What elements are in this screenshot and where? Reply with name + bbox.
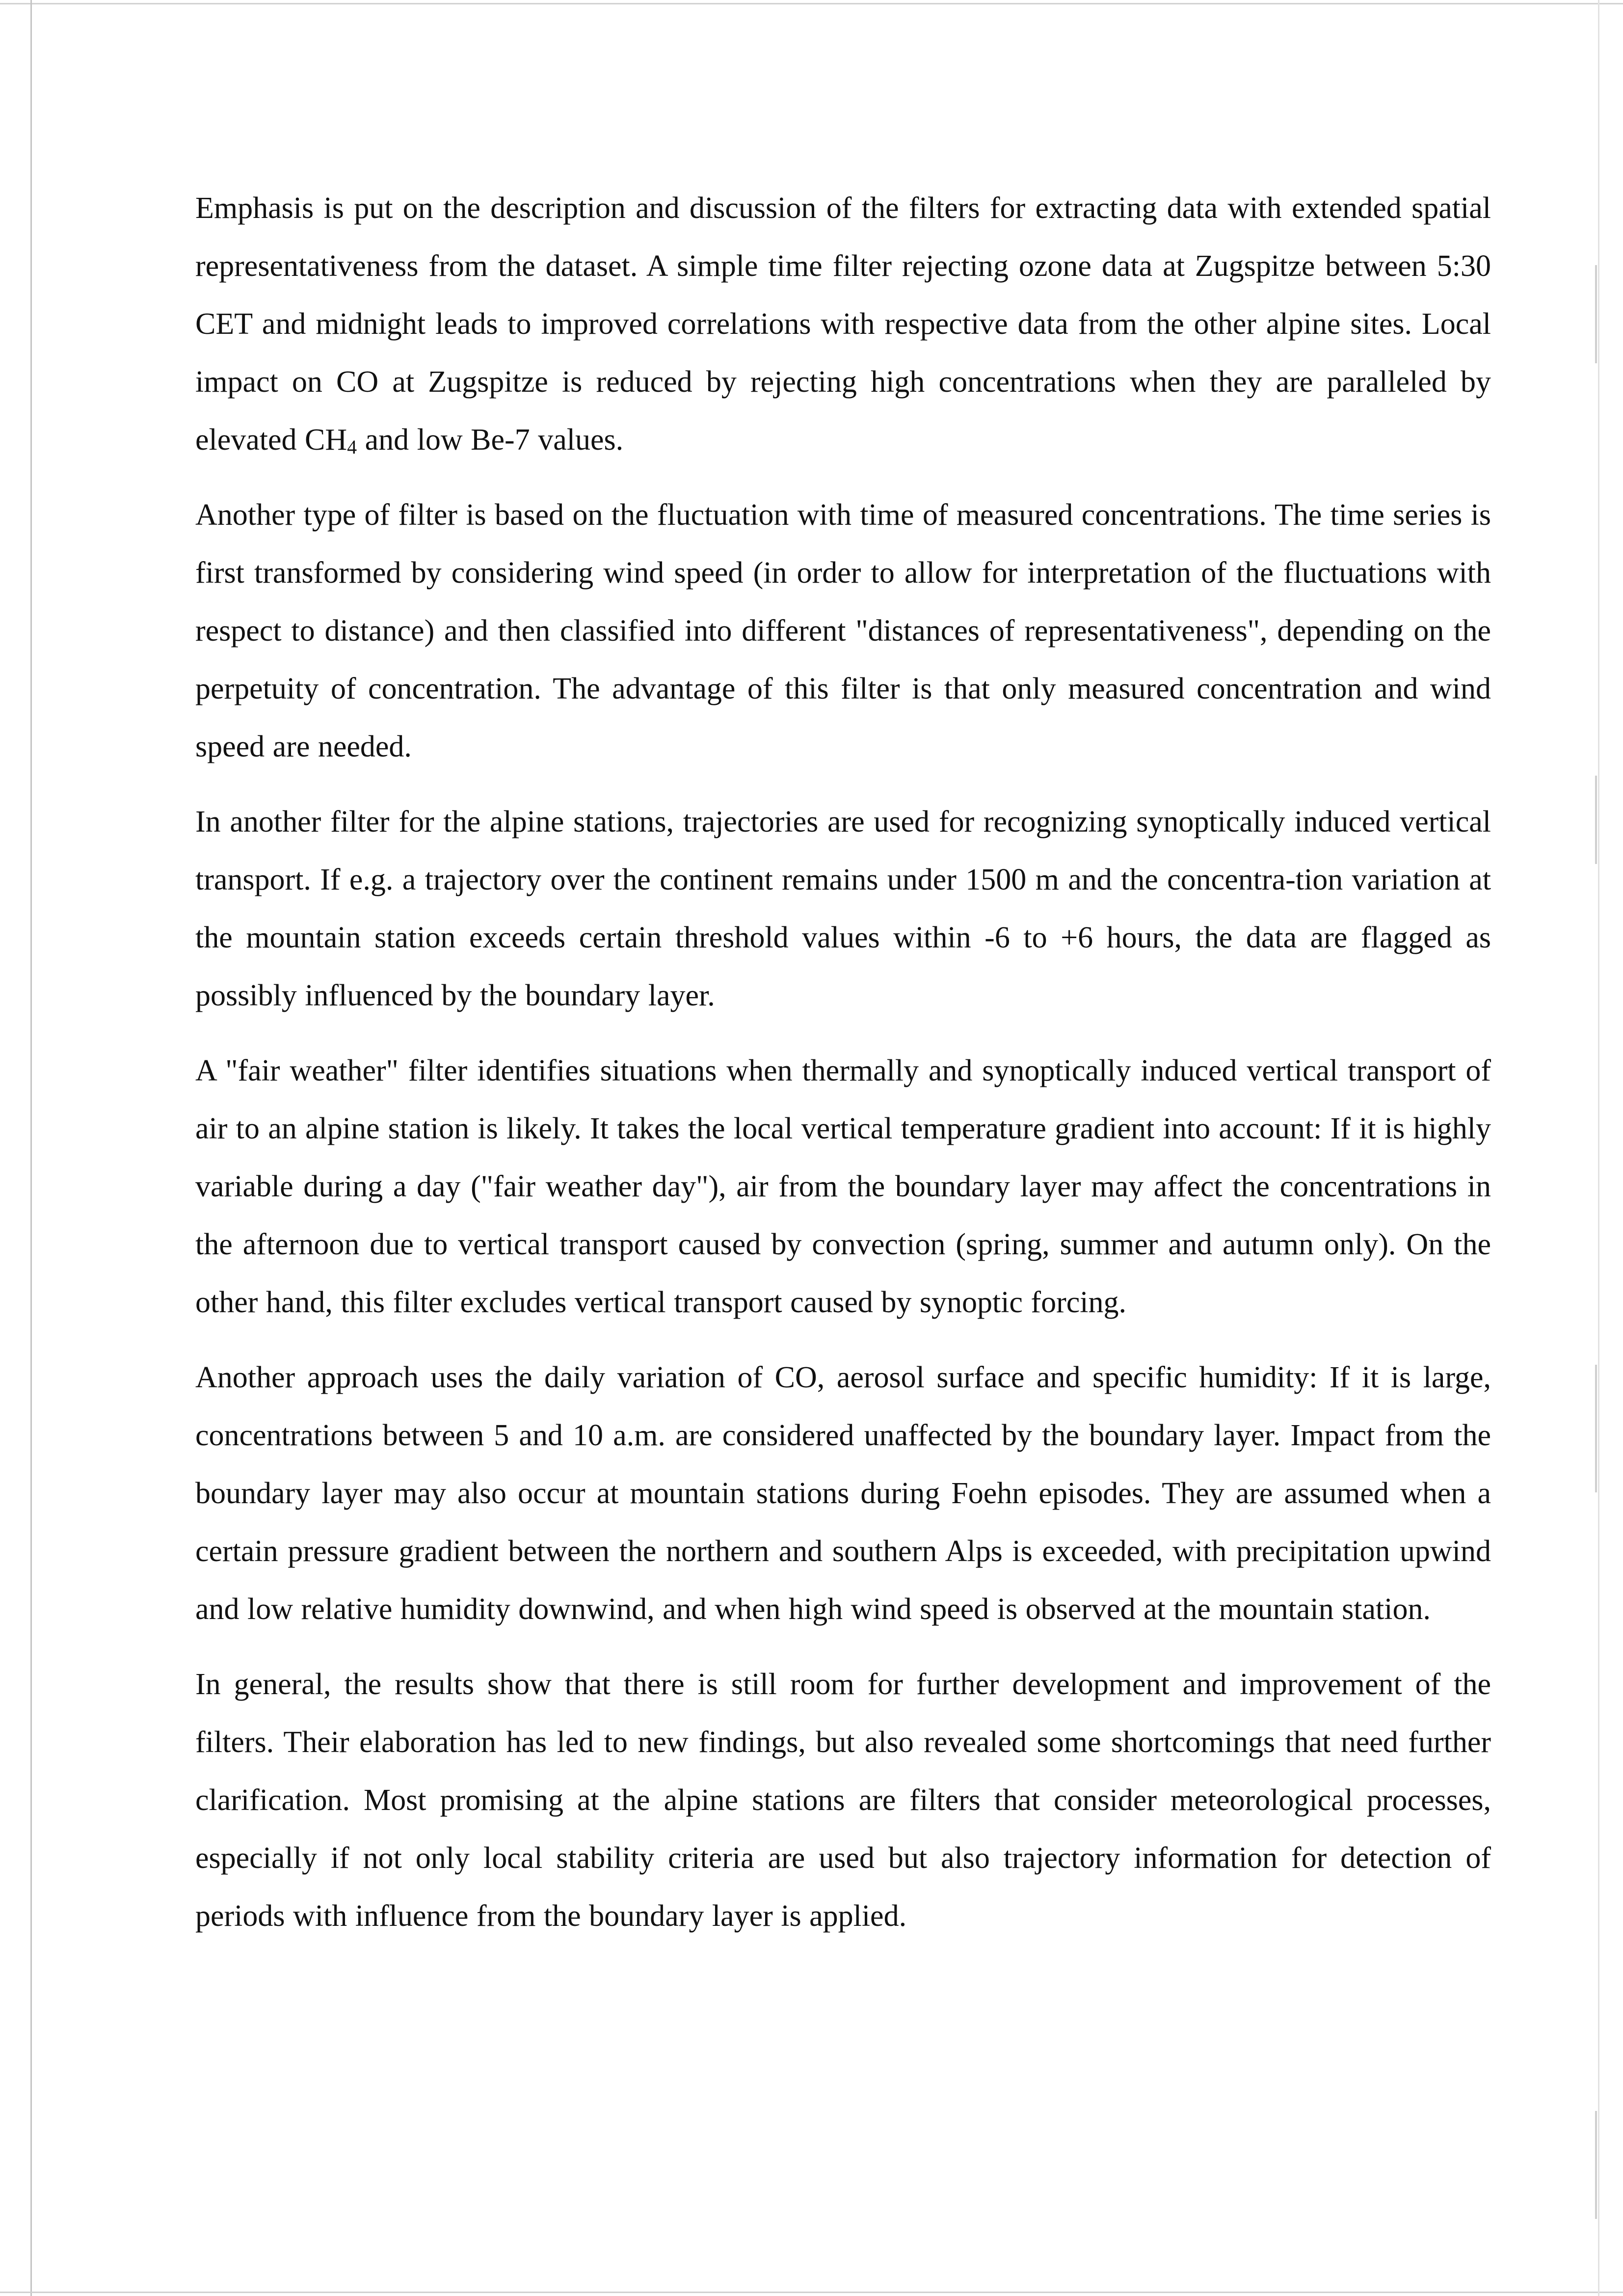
scan-edge-top	[0, 3, 1623, 4]
paragraph-daily-variation-approach: Another approach uses the daily variation of CO, aerosol surface and specific humidity: If it is large, concentrations between 5 and 10 a.m. are considered unaffected by the boundary layer. Impact from the boundary layer may also occur at mountain stations during Foehn episodes. They are assumed when a certain pressure gradient between the northern and southern Alps is exceeded, with precipitation upwind and low relative humidity downwind, and when high wind speed is observed at the mountain station.	[195, 1361, 1491, 1626]
paragraph-fluctuation-filter: Another type of filter is based on the fluctuation with time of measured concentrations. The time series is first transformed by considering wind speed (in order to allow for interpretation of the fluctuations with respect to distance) and then classified into different "distances of representativeness", depending on the perpetuity of concentration. The advantage of this filter is that only measured concentration and wind speed are needed.	[195, 498, 1491, 763]
scan-edge-right-mark	[1595, 1365, 1597, 1492]
scan-edge-bottom	[0, 2292, 1623, 2293]
paragraph-general-results: In general, the results show that there is still room for further development and improvement of the filters. Their elaboration has led to new findings, but also revealed some shortcomings that need further clarification. Most promising at the alpine stations are filters that consider meteorological processes, especially if not only local stability criteria are used but also trajectory information for detection of periods with influence from the boundary layer is applied.	[195, 1668, 1491, 1933]
paragraph-trajectory-filter: In another filter for the alpine stations, trajectories are used for recognizing synoptically induced vertical transport. If e.g. a trajectory over the continent remains under 1500 m and the concentra-tion variation at the mountain station exceeds certain threshold values within -6 to +6 hours, the data are flagged as possibly influenced by the boundary layer.	[195, 805, 1491, 1012]
scan-edge-right-mark	[1595, 2111, 1597, 2219]
paragraph-fair-weather-filter: A "fair weather" filter identifies situations when thermally and synoptically induced vertical transport of air to an alpine station is likely. It takes the local vertical temperature gradient into account: If it is highly variable during a day ("fair weather day"), air from the boundary layer may affect the concentrations in the afternoon due to vertical transport caused by convection (spring, summer and autumn only). On the other hand, this filter excludes vertical transport caused by synoptic forcing.	[195, 1054, 1491, 1319]
subscript-4: 4	[347, 436, 357, 458]
scan-edge-right	[1598, 0, 1599, 2296]
paragraph-text: Emphasis is put on the description and discussion of the filters for extracting data with extended spatial representativeness from the dataset. A simple time filter rejecting ozone data at Zugspitze between 5:30 CET and midnight leads to improved correlations with respective data from the other alpine sites. Local impact on CO at Zugspitze is reduced by rejecting high concentrations when they are paralleled by elevated CH	[195, 191, 1491, 457]
paragraph-text-tail: and low Be-7 values.	[357, 423, 624, 457]
scan-edge-right-mark	[1595, 265, 1597, 363]
scan-edge-right-mark	[1595, 776, 1597, 864]
paragraph-filters-emphasis	[195, 179, 1491, 469]
scan-edge-left	[30, 0, 32, 2296]
document-body	[195, 179, 1491, 1962]
